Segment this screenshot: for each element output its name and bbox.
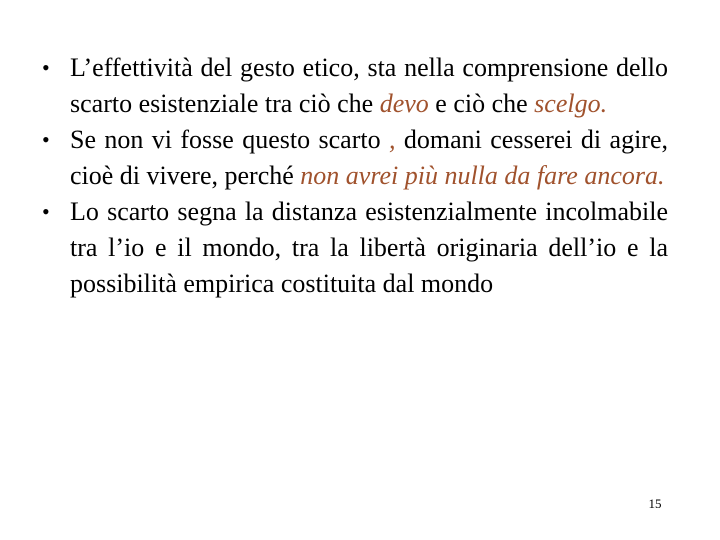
bullet-text: L’effettività del gesto etico, sta nella comprensione dello scarto esistenziale tra ciò che [70, 53, 668, 118]
bullet-text: Se non vi fosse questo scarto [70, 125, 389, 154]
bullet-list [42, 50, 668, 302]
bullet-text: domani cesserei di agire, cioè di vivere, perché [70, 125, 669, 190]
bullet-item [42, 50, 668, 122]
bullet-item [42, 122, 668, 194]
bullet-item [42, 194, 668, 302]
bullet-text: Lo scarto segna la distanza esistenzialmente incolmabile tra l’io e il mondo, tra la libertà originaria dell’io e la possibilità empirica costituita dal mondo [70, 197, 668, 298]
bullet-text: e ciò che [428, 89, 535, 118]
page-number: 15 [648, 496, 662, 511]
bullet-marker: • [42, 127, 50, 152]
bullet-marker: • [42, 55, 50, 80]
bullet-marker: • [42, 199, 50, 224]
emphasis-text: , [388, 125, 396, 154]
emphasis-text: devo [379, 89, 429, 118]
emphasis-text: scelgo. [534, 89, 608, 118]
emphasis-text: non avrei più nulla da fare ancora. [300, 161, 665, 190]
